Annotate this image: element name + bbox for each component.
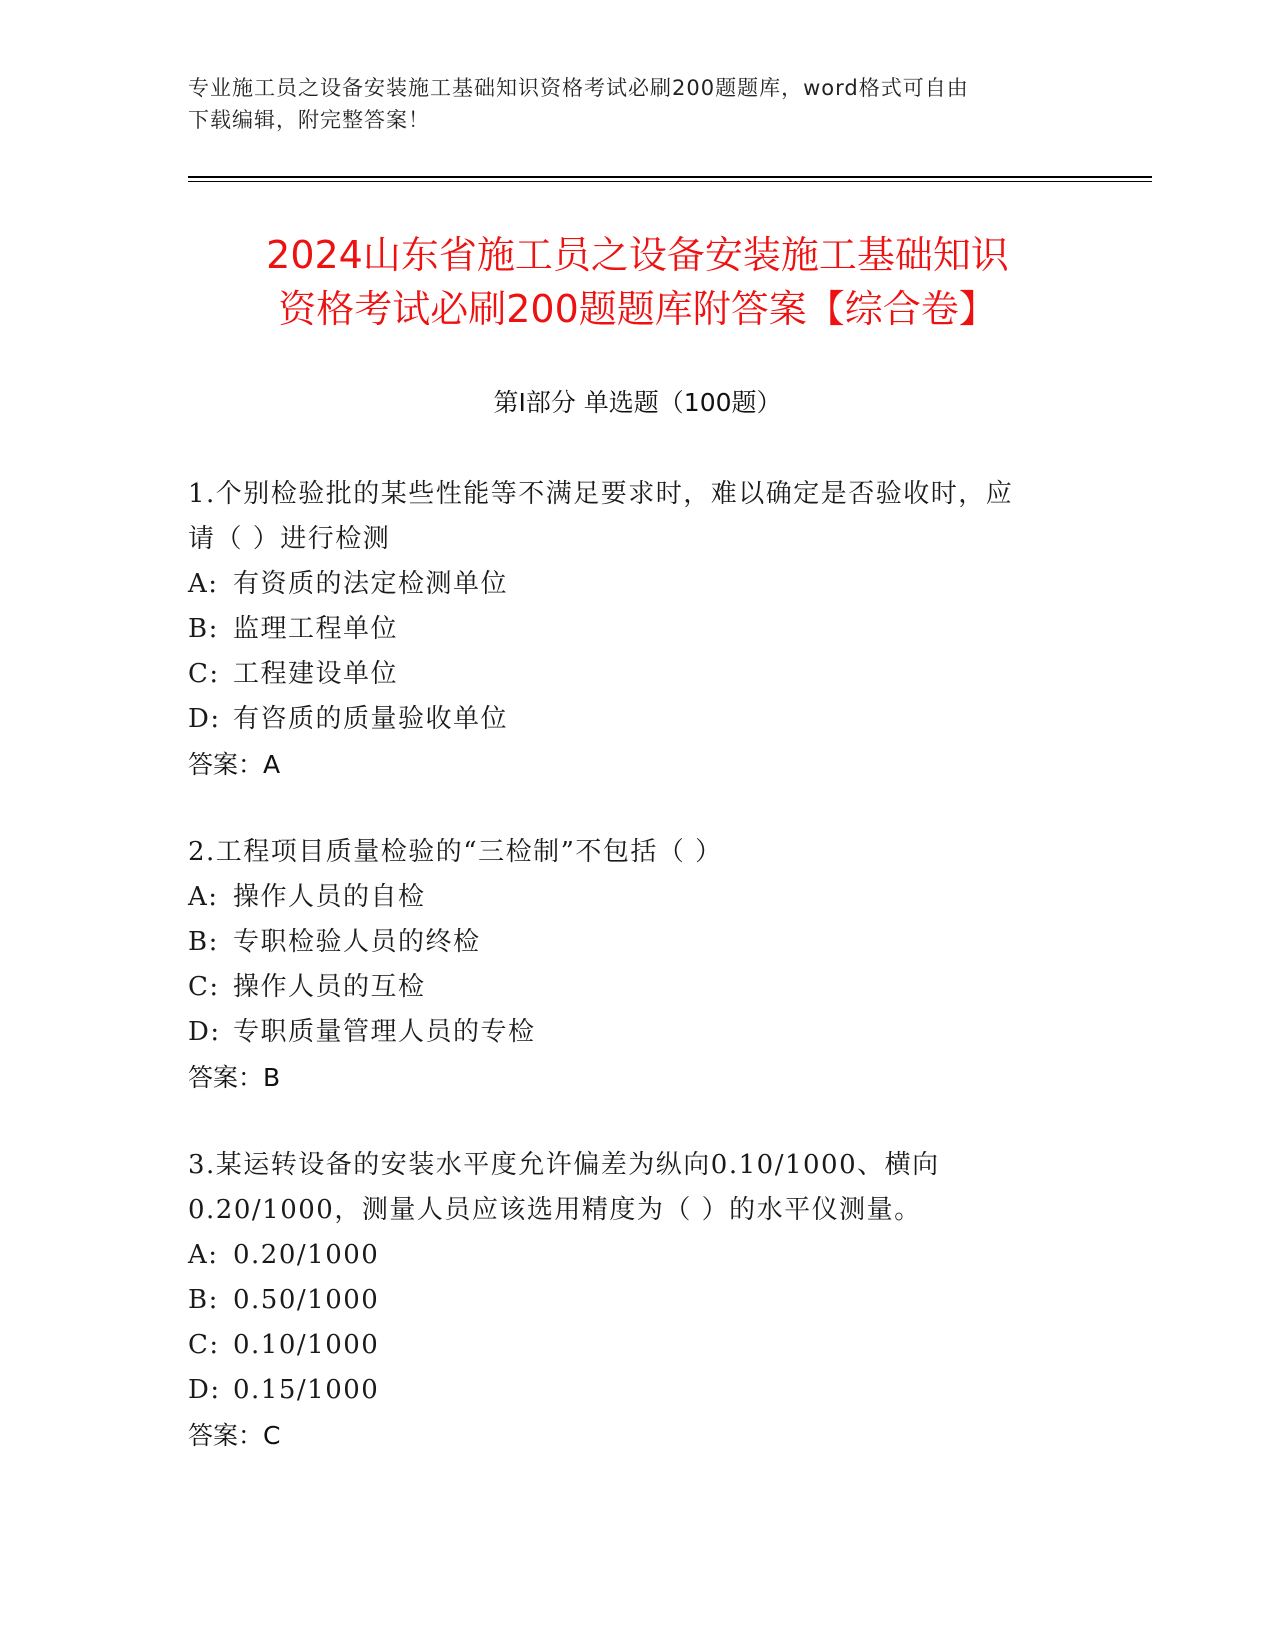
section-heading: 第Ⅰ部分 单选题（100题）	[493, 388, 782, 417]
option-letter: B:	[188, 614, 219, 644]
question-stem-line: 请（ ）进行检测	[188, 524, 391, 554]
option-letter: A:	[188, 882, 219, 912]
answer-value: A	[263, 750, 281, 779]
answer-line	[188, 742, 1068, 788]
option-letter: D:	[188, 704, 221, 734]
option-letter: C:	[188, 972, 220, 1002]
document-title	[150, 228, 1125, 336]
question-3	[188, 1143, 1068, 1459]
option-letter: D:	[188, 1017, 221, 1047]
option-letter: C:	[188, 659, 220, 689]
option-text: 专职检验人员的终检	[233, 927, 481, 957]
document-title-line-2: 资格考试必刷200题题库附答案【综合卷】	[278, 287, 997, 331]
option-d	[188, 1010, 1068, 1055]
option-text: 专职质量管理人员的专检	[233, 1017, 536, 1047]
question-stem-line: 2.工程项目质量检验的“三检制”不包括（ ）	[188, 837, 723, 867]
answer-value: B	[263, 1063, 281, 1092]
option-c	[188, 965, 1068, 1010]
option-c	[188, 1323, 1068, 1368]
option-text: 操作人员的互检	[233, 972, 426, 1002]
question-2	[188, 830, 1068, 1101]
option-d	[188, 1368, 1068, 1413]
option-text: 0.15/1000	[233, 1375, 380, 1405]
option-text: 0.20/1000	[233, 1240, 380, 1270]
option-letter: B:	[188, 1285, 219, 1315]
option-text: 监理工程单位	[233, 614, 399, 644]
answer-line	[188, 1055, 1068, 1101]
option-text: 工程建设单位	[233, 659, 399, 689]
question-stem-line: 0.20/1000，测量人员应该选用精度为（ ）的水平仪测量。	[188, 1195, 922, 1225]
option-text: 操作人员的自检	[233, 882, 426, 912]
option-letter: D:	[188, 1375, 221, 1405]
header-note	[188, 72, 1068, 136]
option-text: 有资质的法定检测单位	[233, 569, 509, 599]
header-divider-thick	[188, 176, 1152, 178]
question-stem-line: 1.个别检验批的某些性能等不满足要求时，难以确定是否验收时，应	[188, 479, 1014, 509]
answer-prefix: 答案：	[188, 1063, 264, 1092]
option-c	[188, 652, 1068, 697]
option-letter: B:	[188, 927, 219, 957]
option-d	[188, 697, 1068, 742]
option-a	[188, 562, 1068, 607]
option-text: 0.50/1000	[233, 1285, 380, 1315]
answer-line	[188, 1413, 1068, 1459]
question-stem-line: 3.某运转设备的安装水平度允许偏差为纵向0.10/1000、横向	[188, 1150, 940, 1180]
option-letter: A:	[188, 569, 219, 599]
option-letter: C:	[188, 1330, 220, 1360]
option-letter: A:	[188, 1240, 219, 1270]
option-text: 有咨质的质量验收单位	[233, 704, 509, 734]
option-b	[188, 1278, 1068, 1323]
answer-prefix: 答案：	[188, 1421, 264, 1450]
option-text: 0.10/1000	[233, 1330, 380, 1360]
document-title-line-1: 2024山东省施工员之设备安装施工基础知识	[266, 233, 1009, 277]
header-note-line-1: 专业施工员之设备安装施工基础知识资格考试必刷200题题库，word格式可自由	[188, 76, 969, 100]
option-b	[188, 920, 1068, 965]
header-divider-thin	[188, 181, 1152, 182]
answer-value: C	[263, 1421, 281, 1450]
question-list	[188, 472, 1068, 1501]
answer-prefix: 答案：	[188, 750, 264, 779]
option-b	[188, 607, 1068, 652]
option-a	[188, 1233, 1068, 1278]
question-1	[188, 472, 1068, 788]
option-a	[188, 875, 1068, 920]
header-note-line-2: 下载编辑，附完整答案！	[188, 108, 430, 132]
